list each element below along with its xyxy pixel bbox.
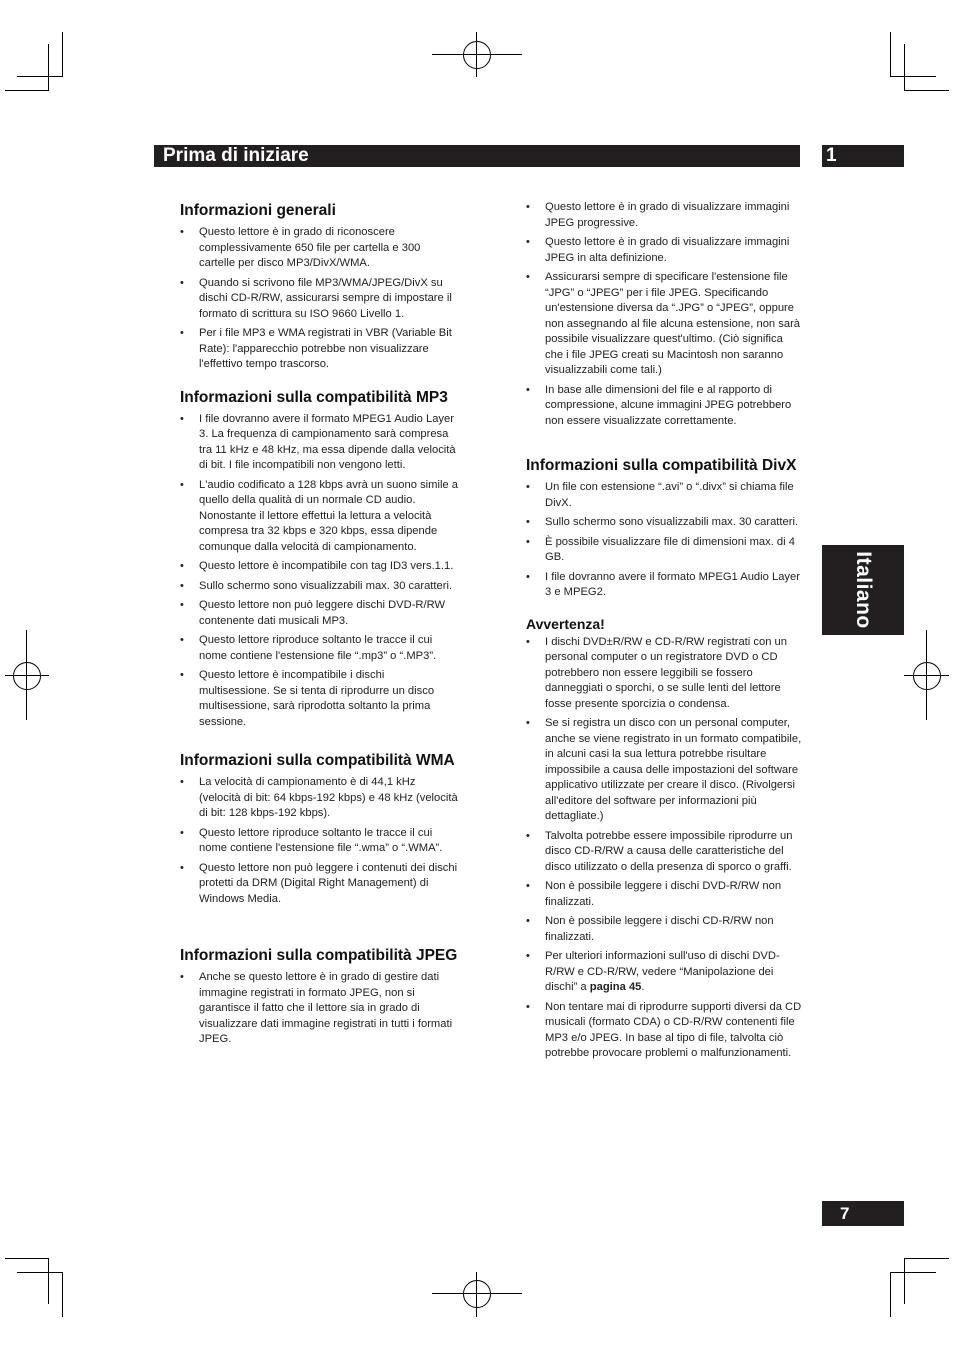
list-item: • Questo lettore è incompatibile con tag ID3 vers.1.1. — [180, 559, 458, 575]
list-item: • Sullo schermo sono visualizzabili max. 30 caratteri. — [180, 579, 458, 595]
language-tab — [822, 545, 904, 635]
list-item: • Per i file MP3 e WMA registrati in VBR (Variable Bit Rate): l'apparecchio potrebbe non visualizzare l'effettivo tempo trascorso. — [180, 326, 458, 373]
section-heading: Informazioni sulla compatibilità WMA — [180, 752, 455, 769]
page-reference: pagina 45 — [589, 981, 642, 993]
section-jpeg-continued — [526, 200, 802, 429]
page-number: 7 — [840, 1204, 850, 1223]
right-column — [526, 200, 802, 1076]
section-divx — [526, 455, 802, 601]
list-item: • Questo lettore è in grado di visualizzare immagini JPEG progressive. — [526, 200, 802, 231]
list-item: • Questo lettore riproduce soltanto le tracce il cui nome contiene l'estensione file “.wma” o “.WMA”. — [180, 826, 458, 857]
list-item: • Questo lettore è in grado di visualizzare immagini JPEG in alta definizione. — [526, 235, 802, 266]
bullet-list — [180, 225, 458, 373]
list-item: • Talvolta potrebbe essere impossibile riprodurre un disco CD-R/RW a causa delle caratteristiche del disco utilizzato o della presenza di sporco o graffi. — [526, 829, 802, 876]
reference-text: Per ulteriori informazioni sull'uso di dischi DVD-R/RW e CD-R/RW, vedere “Manipolazione dei dischi” a — [545, 950, 780, 993]
list-item: • Questo lettore non può leggere dischi DVD-R/RW contenente dati musicali MP3. — [180, 598, 458, 629]
list-item: • In base alle dimensioni del file e al rapporto di compressione, alcune immagini JPEG potrebbero non essere visualizzate correttamente. — [526, 383, 802, 430]
list-item: • È possibile visualizzare file di dimensioni max. di 4 GB. — [526, 535, 802, 566]
reference-end: . — [641, 981, 645, 993]
list-item: • Questo lettore è in grado di riconoscere complessivamente 650 file per cartella e 300 cartelle per disco MP3/DivX/WMA. — [180, 225, 458, 272]
section-warning — [526, 615, 802, 1062]
section-jpeg — [180, 945, 458, 1048]
page-number-box — [822, 1201, 904, 1226]
list-item: • Assicurarsi sempre di specificare l'estensione file “JPG” o “JPEG” per i file JPEG. Specificando un'estensione diversa da “.JPG” o “JPEG”, oppure non assegnando al file alcuna estensione, non sarà possibile visualizzare quest'ultimo. (Ciò significa che i file JPEG creati su Macintosh non saranno visualizzabili come tali.) — [526, 270, 802, 379]
header-bar — [154, 145, 800, 167]
section-heading: Informazioni sulla compatibilità JPEG — [180, 947, 458, 964]
section-heading: Informazioni sulla compatibilità DivX — [526, 457, 797, 474]
list-item: • I dischi DVD±R/RW e CD-R/RW registrati con un personal computer o un registratore DVD o CD potrebbero non essere leggibili se fossero danneggiati o sporchi, o se sulle lenti del lettore fosse presente sporcizia o condensa. — [526, 635, 802, 713]
list-item: • La velocità di campionamento è di 44,1 kHz (velocità di bit: 64 kbps-192 kbps) e 48 kHz (velocità di bit: 128 kbps-192 kbps). — [180, 775, 458, 822]
bullet-list — [180, 970, 458, 1048]
bullet-list — [526, 480, 802, 601]
section-mp3 — [180, 387, 458, 731]
left-column — [180, 200, 458, 1062]
list-item-page-reference — [526, 949, 802, 996]
list-item: • Anche se questo lettore è in grado di gestire dati immagine registrati in formato JPEG, non si garantisce il fatto che il lettore sia in grado di visualizzare dati immagine registrati in tutti i formati JPEG. — [180, 970, 458, 1048]
list-item: • Se si registra un disco con un personal computer, anche se viene registrato in un formato compatibile, in alcuni casi la sua lettura potrebbe risultare impossibile a causa delle impostazioni del software applicativo utilizzate per creare il disco. (Rivolgersi all'editore del software per informazioni più dettagliate.) — [526, 716, 802, 825]
list-item: • Quando si scrivono file MP3/WMA/JPEG/DivX su dischi CD-R/RW, assicurarsi sempre di impostare il formato di scrittura su ISO 9660 Livello 1. — [180, 276, 458, 323]
list-item: • Non è possibile leggere i dischi CD-R/RW non finalizzati. — [526, 914, 802, 945]
list-item: • Sullo schermo sono visualizzabili max. 30 caratteri. — [526, 515, 802, 531]
list-item: • Un file con estensione “.avi” o “.divx” si chiama file DivX. — [526, 480, 802, 511]
section-heading: Informazioni sulla compatibilità MP3 — [180, 388, 448, 406]
section-general — [180, 200, 458, 373]
bullet-list — [526, 200, 802, 429]
section-heading: Informazioni generali — [180, 202, 336, 219]
bullet-list — [180, 775, 458, 907]
bullet-list — [526, 635, 802, 1062]
list-item: • Non tentare mai di riprodurre supporti diversi da CD musicali (formato CDA) o CD-R/RW contenenti file MP3 e/o JPEG. In base al tipo di file, talvolta ciò potrebbe provocare problemi o malfunzionamenti. — [526, 1000, 802, 1062]
list-item: • I file dovranno avere il formato MPEG1 Audio Layer 3 e MPEG2. — [526, 570, 802, 601]
chapter-number: 1 — [826, 145, 837, 166]
section-wma — [180, 750, 458, 907]
list-item: • Non è possibile leggere i dischi DVD-R/RW non finalizzati. — [526, 879, 802, 910]
list-item: • I file dovranno avere il formato MPEG1 Audio Layer 3. La frequenza di campionamento sarà compresa tra 11 kHz e 48 kHz, ma essa dipende dalla velocità di bit. I file incompatibili non vengono letti. — [180, 412, 458, 474]
list-item: • Questo lettore riproduce soltanto le tracce il cui nome contiene l'estensione file “.mp3” o “.MP3”. — [180, 633, 458, 664]
chapter-box — [822, 145, 904, 167]
bullet-list — [180, 412, 458, 731]
warning-heading: Avvertenza! — [526, 615, 605, 632]
list-item: • Questo lettore non può leggere i contenuti dei dischi protetti da DRM (Digital Right Management) di Windows Media. — [180, 861, 458, 908]
language-label: Italiano — [852, 551, 875, 629]
list-item: • Questo lettore è incompatibile i dischi multisessione. Se si tenta di riprodurre un disco multisessione, sarà riprodotta soltanto la prima sessione. — [180, 668, 458, 730]
page-title: Prima di iniziare — [163, 145, 309, 166]
list-item: • L'audio codificato a 128 kbps avrà un suono simile a quello della qualità di un normale CD audio. Nonostante il lettore effettui la lettura a velocità compresa tra 32 kbps e 320 kbps, essa dipende comunque dalla velocità di campionamento. — [180, 478, 458, 556]
